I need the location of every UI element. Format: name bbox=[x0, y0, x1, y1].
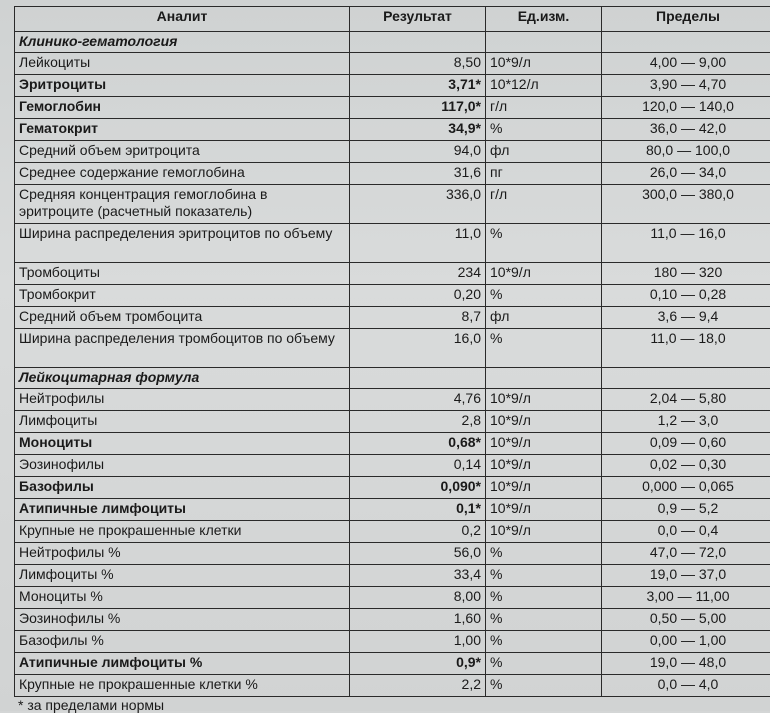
unit-value: 10*12/л bbox=[486, 75, 602, 97]
reference-range: 120,0 — 140,0 bbox=[602, 97, 770, 119]
table-row bbox=[15, 163, 770, 185]
unit-value: пг bbox=[486, 163, 602, 185]
table-row bbox=[15, 185, 770, 224]
unit-value: % bbox=[486, 119, 602, 141]
result-value: 4,76 bbox=[350, 389, 486, 411]
unit-value: 10*9/л bbox=[486, 53, 602, 75]
unit-value: 10*9/л bbox=[486, 411, 602, 433]
unit-value: % bbox=[486, 224, 602, 263]
table-body bbox=[15, 32, 770, 697]
unit-value: 10*9/л bbox=[486, 499, 602, 521]
analyte-name: Тромбоциты bbox=[15, 263, 350, 285]
analyte-name: Базофилы bbox=[15, 477, 350, 499]
analyte-name: Моноциты bbox=[15, 433, 350, 455]
reference-range: 0,000 — 0,065 bbox=[602, 477, 770, 499]
unit-value: фл bbox=[486, 307, 602, 329]
header-result: Результат bbox=[350, 7, 486, 32]
reference-range: 3,90 — 4,70 bbox=[602, 75, 770, 97]
table-row bbox=[15, 631, 770, 653]
result-value: 33,4 bbox=[350, 565, 486, 587]
result-value: 0,20 bbox=[350, 285, 486, 307]
header-unit: Ед.изм. bbox=[486, 7, 602, 32]
unit-value: 10*9/л bbox=[486, 521, 602, 543]
section-row bbox=[15, 368, 770, 389]
unit-value: г/л bbox=[486, 185, 602, 224]
analyte-name: Гемоглобин bbox=[15, 97, 350, 119]
header-range: Пределы bbox=[602, 7, 770, 32]
reference-range: 11,0 — 18,0 bbox=[602, 329, 770, 368]
reference-range: 0,9 — 5,2 bbox=[602, 499, 770, 521]
result-value: 0,14 bbox=[350, 455, 486, 477]
analyte-name: Средняя концентрация гемоглобина в эритроците (расчетный показатель) bbox=[15, 185, 350, 224]
result-value: 8,7 bbox=[350, 307, 486, 329]
table-row bbox=[15, 543, 770, 565]
reference-range: 0,00 — 1,00 bbox=[602, 631, 770, 653]
result-value: 0,2 bbox=[350, 521, 486, 543]
table-row bbox=[15, 389, 770, 411]
result-value: 31,6 bbox=[350, 163, 486, 185]
table-row bbox=[15, 53, 770, 75]
analyte-name: Тромбокрит bbox=[15, 285, 350, 307]
analyte-name: Нейтрофилы bbox=[15, 389, 350, 411]
result-value: 117,0* bbox=[350, 97, 486, 119]
reference-range: 4,00 — 9,00 bbox=[602, 53, 770, 75]
unit-value: % bbox=[486, 565, 602, 587]
section-empty-cell bbox=[602, 32, 770, 53]
reference-range: 36,0 — 42,0 bbox=[602, 119, 770, 141]
reference-range: 19,0 — 48,0 bbox=[602, 653, 770, 675]
reference-range: 0,50 — 5,00 bbox=[602, 609, 770, 631]
unit-value: % bbox=[486, 543, 602, 565]
result-value: 0,090* bbox=[350, 477, 486, 499]
analyte-name: Среднее содержание гемоглобина bbox=[15, 163, 350, 185]
section-empty-cell bbox=[486, 368, 602, 389]
reference-range: 2,04 — 5,80 bbox=[602, 389, 770, 411]
reference-range: 0,09 — 0,60 bbox=[602, 433, 770, 455]
result-value: 0,1* bbox=[350, 499, 486, 521]
table-row bbox=[15, 97, 770, 119]
table-row bbox=[15, 653, 770, 675]
table-row bbox=[15, 609, 770, 631]
result-value: 234 bbox=[350, 263, 486, 285]
analyte-name: Лейкоциты bbox=[15, 53, 350, 75]
table-row bbox=[15, 119, 770, 141]
section-empty-cell bbox=[602, 368, 770, 389]
table-row bbox=[15, 263, 770, 285]
reference-range: 19,0 — 37,0 bbox=[602, 565, 770, 587]
result-value: 1,00 bbox=[350, 631, 486, 653]
analyte-name: Ширина распределения эритроцитов по объему bbox=[15, 224, 350, 263]
unit-value: % bbox=[486, 653, 602, 675]
analyte-name: Лимфоциты % bbox=[15, 565, 350, 587]
analyte-name: Атипичные лимфоциты bbox=[15, 499, 350, 521]
section-title: Лейкоцитарная формула bbox=[15, 368, 350, 389]
unit-value: 10*9/л bbox=[486, 455, 602, 477]
reference-range: 0,02 — 0,30 bbox=[602, 455, 770, 477]
unit-value: % bbox=[486, 285, 602, 307]
table-row bbox=[15, 587, 770, 609]
result-value: 8,00 bbox=[350, 587, 486, 609]
table-row bbox=[15, 433, 770, 455]
analyte-name: Нейтрофилы % bbox=[15, 543, 350, 565]
analyte-name: Моноциты % bbox=[15, 587, 350, 609]
result-value: 0,9* bbox=[350, 653, 486, 675]
analyte-name: Ширина распределения тромбоцитов по объему bbox=[15, 329, 350, 368]
table-row bbox=[15, 477, 770, 499]
analyte-name: Гематокрит bbox=[15, 119, 350, 141]
header-analyte: Аналит bbox=[15, 7, 350, 32]
unit-value: % bbox=[486, 609, 602, 631]
result-value: 0,68* bbox=[350, 433, 486, 455]
table-row bbox=[15, 141, 770, 163]
reference-range: 0,10 — 0,28 bbox=[602, 285, 770, 307]
results-table bbox=[14, 6, 770, 697]
reference-range: 0,0 — 4,0 bbox=[602, 675, 770, 697]
unit-value: 10*9/л bbox=[486, 477, 602, 499]
analyte-name: Эритроциты bbox=[15, 75, 350, 97]
section-empty-cell bbox=[350, 368, 486, 389]
table-row bbox=[15, 411, 770, 433]
section-row bbox=[15, 32, 770, 53]
reference-range: 11,0 — 16,0 bbox=[602, 224, 770, 263]
result-value: 336,0 bbox=[350, 185, 486, 224]
reference-range: 3,00 — 11,00 bbox=[602, 587, 770, 609]
analyte-name: Средний объем эритроцита bbox=[15, 141, 350, 163]
table-row bbox=[15, 499, 770, 521]
table-row bbox=[15, 565, 770, 587]
section-empty-cell bbox=[350, 32, 486, 53]
analyte-name: Базофилы % bbox=[15, 631, 350, 653]
table-row bbox=[15, 329, 770, 368]
reference-range: 1,2 — 3,0 bbox=[602, 411, 770, 433]
result-value: 34,9* bbox=[350, 119, 486, 141]
section-title: Клинико-гематология bbox=[15, 32, 350, 53]
unit-value: г/л bbox=[486, 97, 602, 119]
reference-range: 180 — 320 bbox=[602, 263, 770, 285]
unit-value: % bbox=[486, 631, 602, 653]
section-empty-cell bbox=[486, 32, 602, 53]
analyte-name: Крупные не прокрашенные клетки % bbox=[15, 675, 350, 697]
result-value: 94,0 bbox=[350, 141, 486, 163]
analyte-name: Эозинофилы % bbox=[15, 609, 350, 631]
reference-range: 0,0 — 0,4 bbox=[602, 521, 770, 543]
analyte-name: Атипичные лимфоциты % bbox=[15, 653, 350, 675]
unit-value: 10*9/л bbox=[486, 263, 602, 285]
unit-value: % bbox=[486, 329, 602, 368]
table-row bbox=[15, 75, 770, 97]
result-value: 2,8 bbox=[350, 411, 486, 433]
table-row bbox=[15, 307, 770, 329]
table-row bbox=[15, 285, 770, 307]
result-value: 56,0 bbox=[350, 543, 486, 565]
reference-range: 3,6 — 9,4 bbox=[602, 307, 770, 329]
result-value: 8,50 bbox=[350, 53, 486, 75]
reference-range: 47,0 — 72,0 bbox=[602, 543, 770, 565]
unit-value: фл bbox=[486, 141, 602, 163]
result-value: 16,0 bbox=[350, 329, 486, 368]
table-row bbox=[15, 455, 770, 477]
unit-value: 10*9/л bbox=[486, 389, 602, 411]
reference-range: 300,0 — 380,0 bbox=[602, 185, 770, 224]
table-header-row bbox=[15, 7, 770, 32]
reference-range: 80,0 — 100,0 bbox=[602, 141, 770, 163]
analyte-name: Средний объем тромбоцита bbox=[15, 307, 350, 329]
table-row bbox=[15, 675, 770, 697]
analyte-name: Лимфоциты bbox=[15, 411, 350, 433]
reference-range: 26,0 — 34,0 bbox=[602, 163, 770, 185]
table-row bbox=[15, 521, 770, 543]
analyte-name: Крупные не прокрашенные клетки bbox=[15, 521, 350, 543]
unit-value: 10*9/л bbox=[486, 433, 602, 455]
unit-value: % bbox=[486, 587, 602, 609]
table-row bbox=[15, 224, 770, 263]
result-value: 1,60 bbox=[350, 609, 486, 631]
result-value: 11,0 bbox=[350, 224, 486, 263]
result-value: 2,2 bbox=[350, 675, 486, 697]
analyte-name: Эозинофилы bbox=[15, 455, 350, 477]
result-value: 3,71* bbox=[350, 75, 486, 97]
unit-value: % bbox=[486, 675, 602, 697]
footnote: * за пределами нормы bbox=[18, 697, 770, 713]
